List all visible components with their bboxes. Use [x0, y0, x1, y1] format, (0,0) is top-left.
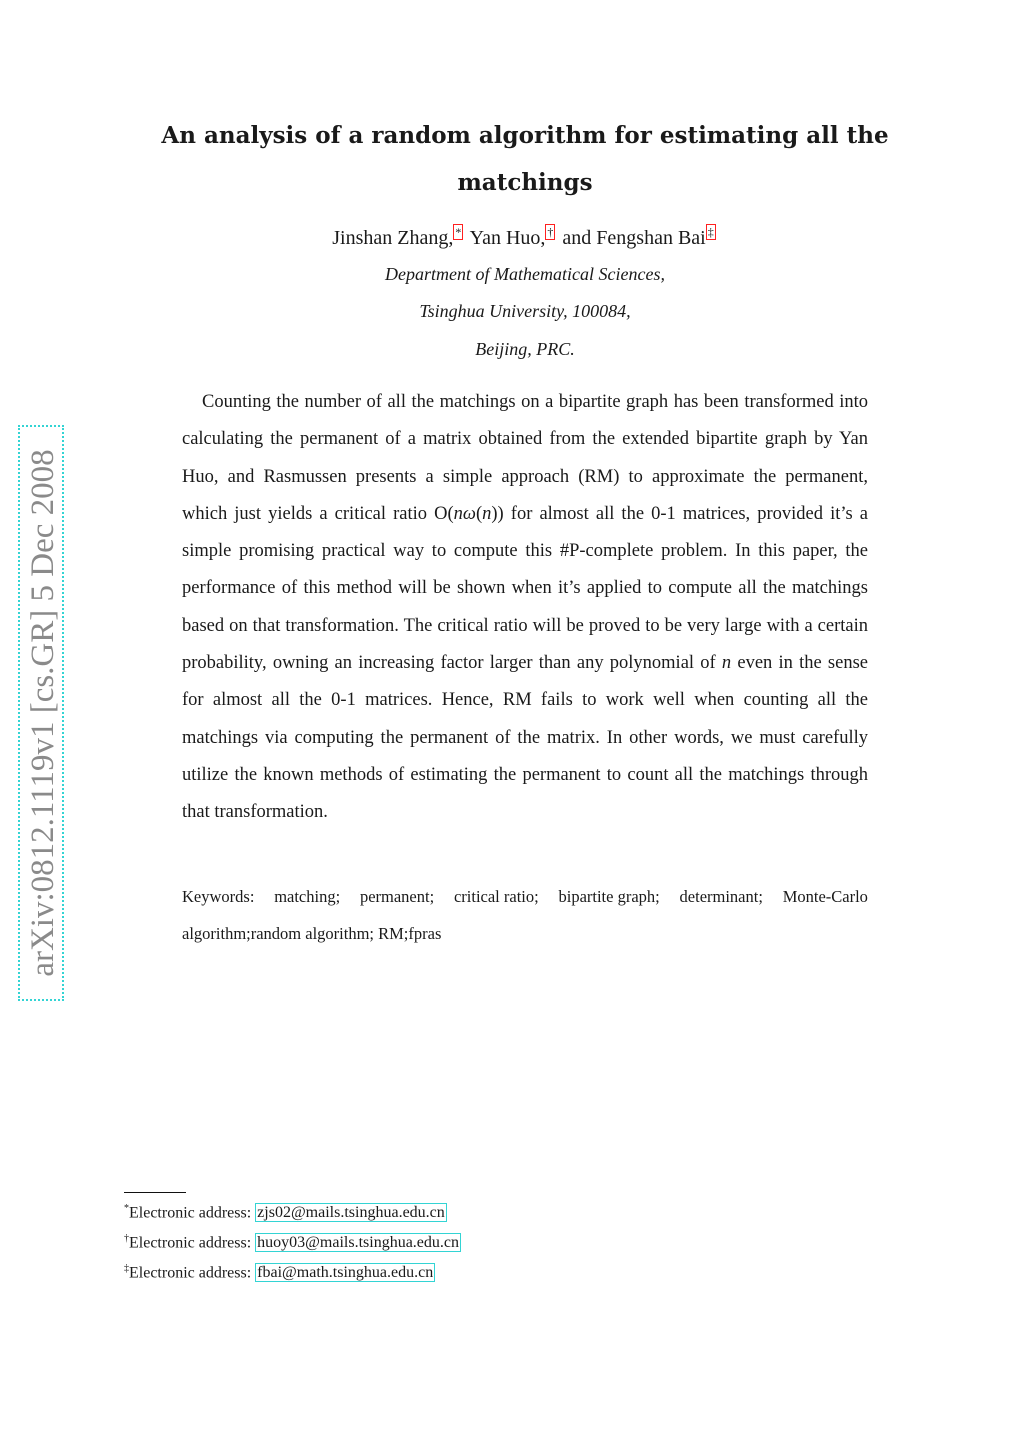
keyword: bipartite graph;	[558, 887, 660, 906]
keyword: Monte-Carlo	[782, 887, 868, 906]
abstract-math-1: nω	[453, 503, 476, 524]
footnote-marker: †	[124, 1232, 129, 1244]
abstract-text-3: )) for almost all the 0-1 matrices, provided it’s a simple promising practical way to compute this #P-complete problem. In this paper, the performance of this method will be shown when it’s applied to compute all the matchings based on that transformation. The critical ratio will be proved to be very large with a certain probability, owning an increasing factor larger than any polynomial of	[182, 503, 868, 674]
arxiv-stamp: arXiv:0812.1119v1 [cs.GR] 5 Dec 2008	[25, 449, 61, 977]
abstract-text-2: (	[475, 503, 483, 524]
title-line-2: matchings	[457, 169, 593, 196]
footnote-rule	[124, 1192, 186, 1193]
author-conjunction: and	[562, 227, 592, 249]
email-link[interactable]: zjs02@mails.tsinghua.edu.cn	[257, 1204, 445, 1222]
keywords-line-2: algorithm;random algorithm; RM;fpras	[182, 924, 442, 943]
author-name-3: Fengshan Bai	[596, 227, 706, 249]
footnote-link-2[interactable]: †	[547, 225, 554, 239]
abstract-math-3: n	[721, 653, 732, 674]
abstract	[182, 384, 868, 832]
email-link[interactable]: huoy03@mails.tsinghua.edu.cn	[257, 1234, 459, 1252]
footnote-label: Electronic address:	[129, 1204, 256, 1222]
keyword: critical ratio;	[453, 887, 539, 906]
footnote-marker: *	[124, 1203, 129, 1214]
footnote-link-3[interactable]: ‡	[707, 225, 714, 239]
abstract-math-2: n	[482, 503, 492, 524]
footnotes	[124, 1196, 461, 1285]
footnote-3	[124, 1256, 461, 1286]
abstract-text-1: Counting the number of all the matchings on a bipartite graph has been transformed into calculating the permanent of a matrix obtained from the extended bipartite graph by Yan Huo, and Rasmussen presents a simple approach (RM) to approximate the permanent, which just yields a critical ratio O(	[182, 392, 868, 524]
footnote-link-1[interactable]: *	[455, 225, 462, 239]
footnote-marker: ‡	[124, 1262, 129, 1274]
footnote-label: Electronic address:	[129, 1263, 256, 1281]
footnote-1	[124, 1196, 461, 1226]
email-link[interactable]: fbai@math.tsinghua.edu.cn	[257, 1263, 434, 1281]
footnote-2	[124, 1226, 461, 1256]
affiliation-line-1: Department of Mathematical Sciences,	[385, 264, 665, 284]
keyword: permanent;	[359, 887, 435, 906]
footnote-label: Electronic address:	[129, 1234, 256, 1252]
author-list	[140, 224, 910, 252]
keyword-label: Keywords:	[182, 887, 255, 906]
author-name-1: Jinshan Zhang,	[332, 227, 454, 249]
keyword: determinant;	[679, 887, 763, 906]
keyword: matching;	[274, 887, 341, 906]
title-line-1: An analysis of a random algorithm for estimating all the	[161, 122, 889, 149]
affiliation-line-3: Beijing, PRC.	[475, 339, 575, 359]
abstract-text-4: even in the sense for almost all the 0-1 matrices. Hence, RM fails to work well when counting all the matchings via computing the permanent of the matrix. In other words, we must carefully utilize the known methods of estimating the permanent to count all the matchings through that transformation.	[182, 653, 868, 823]
paper-title	[160, 112, 890, 206]
author-name-2: Yan Huo,	[469, 227, 546, 249]
affiliation-line-2: Tsinghua University, 100084,	[419, 301, 631, 321]
keywords-line-1	[182, 878, 868, 915]
keywords	[182, 878, 868, 952]
